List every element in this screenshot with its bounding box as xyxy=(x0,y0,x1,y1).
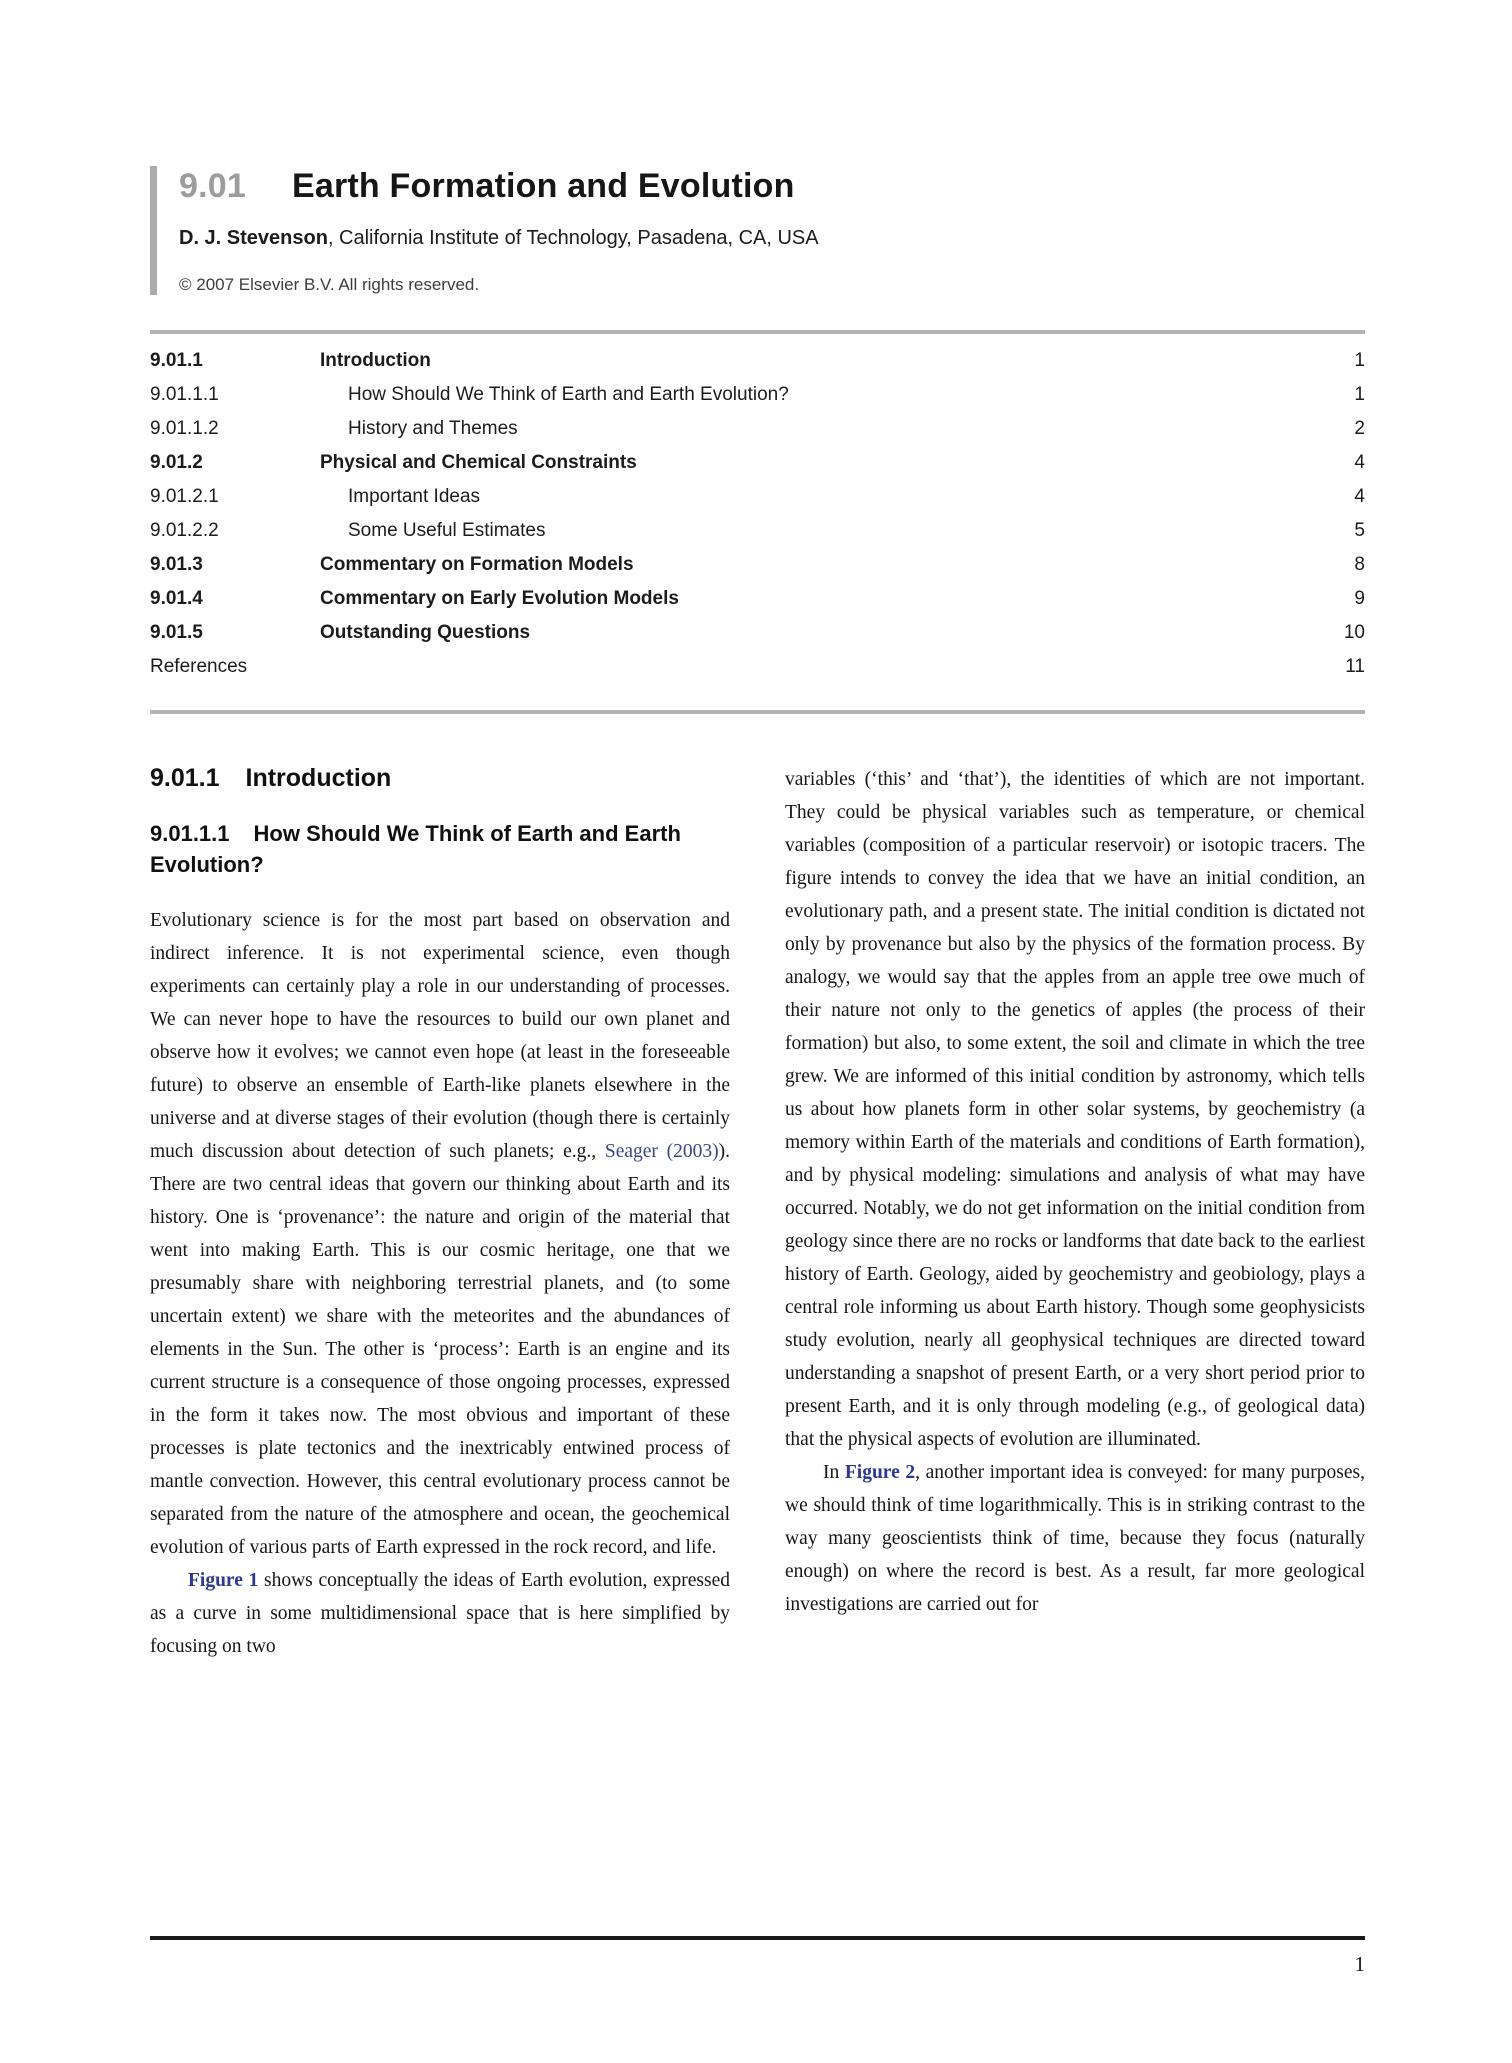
body-columns xyxy=(150,763,1365,1663)
toc-entry-number: 9.01.3 xyxy=(150,554,203,575)
toc-entry-page: 10 xyxy=(1343,622,1365,643)
subsection-title: How Should We Think of Earth and Earth Evolution? xyxy=(150,821,681,877)
section-heading xyxy=(150,763,730,793)
toc-entry[interactable] xyxy=(150,554,1365,588)
text-segment: variables (‘this’ and ‘that’), the identities of which are not important. They could be physical variables such as temperature, or chemical variables (composition of a particular reservoir) or isotopic tracers. The figure intends to convey the idea that we have an initial condition, an evolutionary path, and a present state. The initial condition is dictated not only by provenance but also by the physics of the formation process. By analogy, we would say that the apples from an apple tree owe much of their nature not only to the genetics of apples (the process of their formation) but also, to some extent, the soil and climate in which the tree grew. We are informed of this initial condition by astronomy, which tells us about how planets form in other solar systems, by geochemistry (a memory within Earth of the materials and conditions of Earth formation), and by physical modeling: simulations and analysis of what may have occurred. Notably, we do not get information on the initial condition from geology since there are no rocks or landforms that date back to the earliest history of Earth. Geology, aided by geochemistry and geobiology, plays a central role informing us about Earth history. Though some geophysicists study evolution, nearly all geophysical techniques are directed toward understanding a snapshot of present Earth, or a very short period prior to present Earth, and it is only through modeling (e.g., of geological data) that the physical aspects of evolution are illuminated. xyxy=(785,769,1365,1450)
chapter-header xyxy=(150,166,1179,295)
toc-entry-number: References xyxy=(150,656,248,677)
toc-entry-page: 8 xyxy=(1354,554,1365,575)
paragraph xyxy=(785,763,1365,1456)
page-title: Earth Formation and Evolution xyxy=(291,167,795,205)
toc-entry-number: 9.01.1 xyxy=(150,350,203,371)
toc-entry-number: 9.01.2.1 xyxy=(150,486,219,507)
citation-link[interactable]: Seager (2003) xyxy=(604,1141,719,1162)
toc-entry[interactable] xyxy=(150,486,1365,520)
toc-entry-number: 9.01.4 xyxy=(150,588,203,609)
toc-entry-label: Introduction xyxy=(320,350,431,371)
toc-entry[interactable] xyxy=(150,520,1365,554)
author-affiliation: , California Institute of Technology, Pasadena, CA, USA xyxy=(327,227,819,249)
toc-entry[interactable] xyxy=(150,350,1365,384)
toc-entry-label: Commentary on Early Evolution Models xyxy=(320,588,679,609)
toc-entry-label: Some Useful Estimates xyxy=(348,520,546,541)
toc-entry[interactable] xyxy=(150,452,1365,486)
toc-entry-number: 9.01.2 xyxy=(150,452,203,473)
section-title: Introduction xyxy=(245,764,392,792)
page-number: 1 xyxy=(1354,1952,1365,1976)
subsection-heading xyxy=(150,818,730,880)
chapter-number: 9.01 xyxy=(179,167,246,205)
text-segment: shows conceptually the ideas of Earth evolution, expressed as a curve in some multidimensional space that is here simplified by focusing on two xyxy=(150,1570,730,1657)
toc-entry[interactable] xyxy=(150,384,1365,418)
paragraph xyxy=(785,1456,1365,1621)
toc-entry-number: 9.01.2.2 xyxy=(150,520,219,541)
footer-rule xyxy=(150,1936,1365,1940)
chapter-title-line xyxy=(179,166,1179,206)
toc-entry-page: 1 xyxy=(1354,350,1365,371)
toc-entry-label: Commentary on Formation Models xyxy=(320,554,634,575)
toc-entry[interactable] xyxy=(150,622,1365,656)
toc-entry-number: 9.01.5 xyxy=(150,622,203,643)
text-segment: In xyxy=(823,1462,845,1483)
toc-entry-label: History and Themes xyxy=(348,418,518,439)
toc-entry-page: 11 xyxy=(1345,656,1365,677)
author-line xyxy=(179,227,1179,250)
toc-entry[interactable] xyxy=(150,418,1365,452)
left-column xyxy=(150,763,730,1663)
paragraph xyxy=(150,904,730,1564)
toc-entry-page: 9 xyxy=(1354,588,1365,609)
toc-entry-label: Physical and Chemical Constraints xyxy=(320,452,637,473)
text-segment: Evolutionary science is for the most part based on observation and indirect inference. It is not experimental science, even though experiments can certainly play a role in our understanding of processes. We can never hope to have the resources to build our own planet and observe how it evolves; we cannot even hope (at least in the foreseeable future) to observe an ensemble of Earth-like planets elsewhere in the universe and at diverse stages of their evolution (though there is certainly much discussion about detection of such planets; e.g., xyxy=(150,910,730,1162)
toc-entry-page: 4 xyxy=(1354,486,1365,507)
toc-entry-page: 5 xyxy=(1354,520,1365,541)
copyright-notice: © 2007 Elsevier B.V. All rights reserved. xyxy=(179,275,480,294)
toc-entry-label: How Should We Think of Earth and Earth Evolution? xyxy=(348,384,789,405)
text-segment: ). There are two central ideas that govern our thinking about Earth and its history. One is ‘provenance’: the nature and origin of the material that went into making Earth. This is our cosmic heritage, one that we presumably share with neighboring terrestrial planets, and (to some uncertain extent) we share with the meteorites and the abundances of elements in the Sun. The other is ‘process’: Earth is an engine and its current structure is a consequence of those ongoing processes, expressed in the form it takes now. The most obvious and important of these processes is plate tectonics and the inextricably entwined process of mantle convection. However, this central evolutionary process cannot be separated from the nature of the atmosphere and ocean, the geochemical evolution of various parts of Earth expressed in the rock record, and life. xyxy=(150,1141,731,1558)
figure-reference-link[interactable]: Figure 1 xyxy=(188,1570,259,1591)
paragraph xyxy=(150,1564,730,1663)
toc-entry[interactable] xyxy=(150,588,1365,622)
toc-entry-number: 9.01.1.1 xyxy=(150,384,219,405)
toc-entry-label: Outstanding Questions xyxy=(320,622,531,643)
right-column xyxy=(785,763,1365,1663)
table-of-contents xyxy=(150,330,1365,714)
section-number: 9.01.1 xyxy=(150,764,220,792)
toc-entry-number: 9.01.1.2 xyxy=(150,418,219,439)
subsection-number: 9.01.1.1 xyxy=(150,821,230,846)
toc-entry[interactable] xyxy=(150,656,1365,690)
toc-entry-page: 2 xyxy=(1354,418,1365,439)
toc-entry-label: Important Ideas xyxy=(348,486,481,507)
author-name: D. J. Stevenson xyxy=(179,227,328,249)
text-segment: , another important idea is conveyed: for many purposes, we should think of time logarithmically. This is in striking contrast to the way many geoscientists think of time, because they focus (naturally enough) on where the record is best. As a result, far more geological investigations are carried out for xyxy=(785,1462,1366,1615)
figure-reference-link[interactable]: Figure 2 xyxy=(844,1462,916,1483)
toc-entry-page: 1 xyxy=(1354,384,1365,405)
toc-entry-page: 4 xyxy=(1354,452,1365,473)
